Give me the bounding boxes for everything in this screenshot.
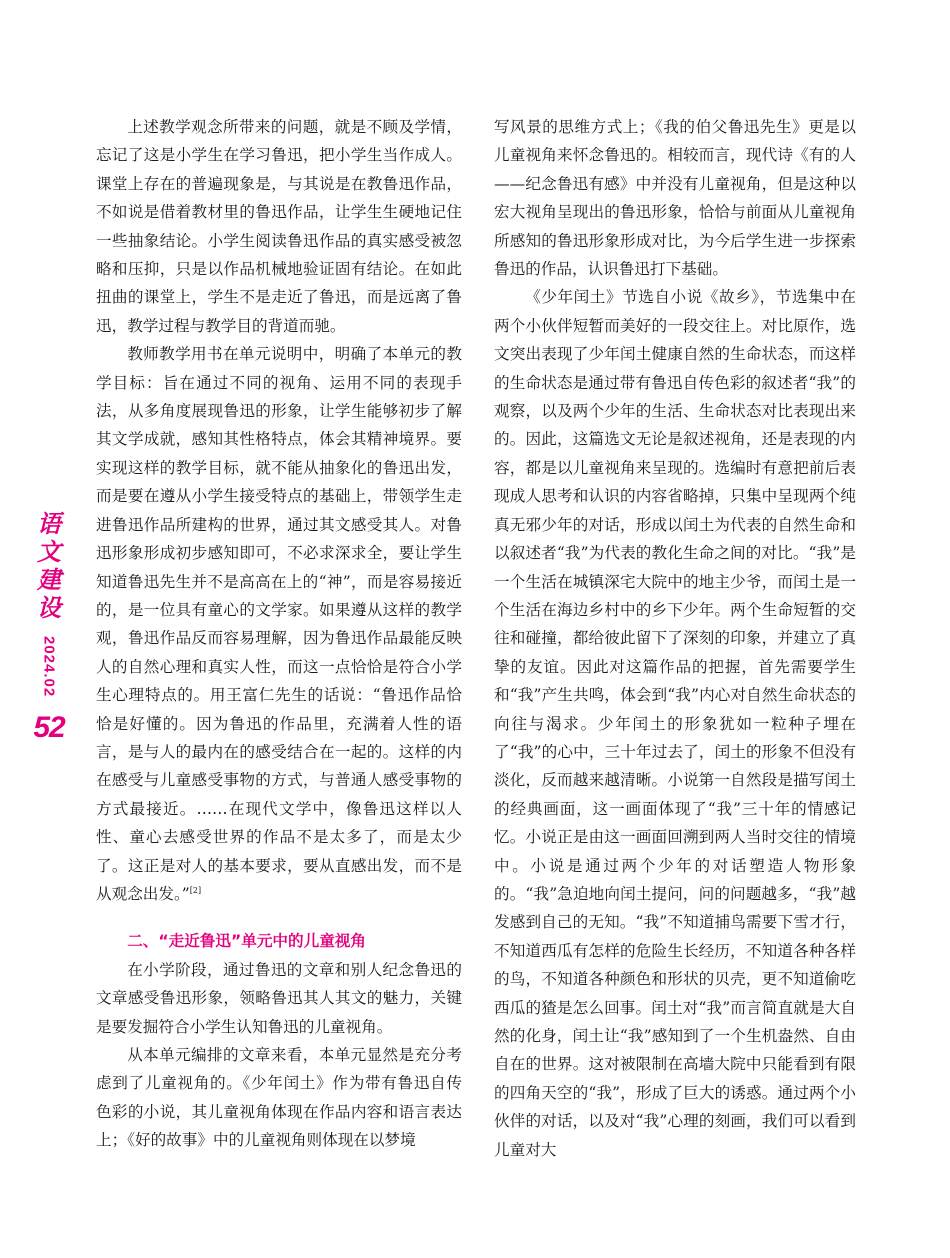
magazine-title <box>26 510 72 622</box>
section-heading: 二、“走近鲁迅”单元中的儿童视角 <box>127 932 366 951</box>
page-number: 52 <box>33 711 65 745</box>
left-column <box>96 113 462 1155</box>
paragraph-with-citation <box>96 340 462 908</box>
magazine-sidebar <box>26 510 72 745</box>
paragraph: 上述教学观念所带来的问题，就是不顾及学情，忘记了这是小学生在学习鲁迅，把小学生当作成人。课堂上存在的普遍现象是，与其说是在教鲁迅作品，不如说是借着教材里的鲁迅作品，让学生生硬地记住一些抽象结论。小学生阅读鲁迅作品的真实感受被忽略和压抑，只是以作品机械地验证固有结论。在如此扭曲的课堂上，学生不是走近了鲁迅，而是远离了鲁迅，教学过程与教学目的背道而驰。 <box>96 118 462 335</box>
citation-ref: [2] <box>189 885 202 895</box>
magazine-char: 文 <box>37 537 61 566</box>
paragraph-text: 教师教学用书在单元说明中，明确了本单元的教学目标：旨在通过不同的视角、运用不同的表现手法，从多角度展现鲁迅的形象，让学生能够初步了解其文学成就，感知其性格特点，体会其精神境界。要实现这样的教学目标，就不能从抽象化的鲁迅出发，而是要在遵从小学生接受特点的基础上，带领学生走进鲁迅作品所建构的世界，通过其文感受其人。对鲁迅形象形成初步感知即可，不必求深求全，要让学生知道鲁迅先生并不是高高在上的“神”，而是容易接近的，是一位具有童心的文学家。如果遵从这样的教学观，鲁迅作品反而容易理解，因为鲁迅作品最能反映人的自然心理和真实人性，而这一点恰恰是符合小学生心理特点的。用王富仁先生的话说：“鲁迅作品恰恰是好懂的。因为鲁迅的作品里，充满着人性的语言，是与人的最内在的感受结合在一起的。这样的内在感受与儿童感受事物的方式，与普通人感受事物的方式最接近。……在现代文学中，像鲁迅这样以人性、童心去感受世界的作品不是太多了，而是太少了。这正是对人的基本要求，要从直感出发，而不是从观念出发。” <box>96 345 462 903</box>
right-column <box>494 113 856 1164</box>
paragraph: 《少年闰土》节选自小说《故乡》，节选集中在两个小伙伴短暂而美好的一段交往上。对比原作，选文突出表现了少年闰土健康自然的生命状态，而这样的生命状态是通过带有鲁迅自传色彩的叙述者“我”的观察，以及两个少年的生活、生命状态对比表现出来的。因此，这篇选文无论是叙述视角，还是表现的内容，都是以儿童视角来呈现的。选编时有意把前后表现成人思考和认识的内容省略掉，只集中呈现两个纯真无邪少年的对话，形成以闰土为代表的自然生命和以叙述者“我”为代表的教化生命之间的对比。“我”是一个生活在城镇深宅大院中的地主少爷，而闰土是一个生活在海边乡村中的乡下少年。两个生命短暂的交往和碰撞，都给彼此留下了深刻的印象，并建立了真挚的友谊。因此对这篇作品的把握，首先需要学生和“我”产生共鸣，体会到“我”内心对自然生命状态的向往与渴求。少年闰土的形象犹如一粒种子埋在了“我”的心中，三十年过去了，闰土的形象不但没有淡化，反而越来越清晰。小说第一自然段是描写闰土的经典画面，这一画面体现了“我”三十年的情感记忆。小说正是由这一画面回溯到两人当时交往的情境中。小说是通过两个少年的对话塑造人物形象的。“我”急迫地向闰土提问，问的问题越多，“我”越发感到自己的无知。“我”不知道捕鸟需要下雪才行，不知道西瓜有怎样的危险生长经历，不知道各种各样的鸟，不知道各种颜色和形状的贝壳，更不知道偷吃西瓜的猹是怎么回事。闰土对“我”而言简直就是大自然的化身，闰土让“我”感知到了一个生机盎然、自由自在的世界。这对被限制在高墙大院中只能看到有限的四角天空的“我”，形成了巨大的诱惑。通过两个小伙伴的对话，以及对“我”心理的刻画，我们可以看到儿童对大 <box>494 288 856 1159</box>
issue-number: 2024.02 <box>40 636 58 698</box>
magazine-char: 语 <box>37 509 61 538</box>
paragraph-continued: 写风景的思维方式上；《我的伯父鲁迅先生》更是以儿童视角来怀念鲁迅的。相较而言，现代诗《有的人——纪念鲁迅有感》中并没有儿童视角，但是这种以宏大视角呈现出的鲁迅形象，恰恰与前面从儿童视角所感知的鲁迅形象形成对比，为今后学生进一步探索鲁迅的作品，认识鲁迅打下基础。 <box>494 118 856 279</box>
paragraph: 从本单元编排的文章来看，本单元显然是充分考虑到了儿童视角的。《少年闰土》作为带有鲁迅自传色彩的小说，其儿童视角体现在作品内容和语言表达上；《好的故事》中的儿童视角则体现在以梦境 <box>96 1046 462 1150</box>
magazine-char: 设 <box>37 593 61 622</box>
magazine-char: 建 <box>37 565 61 594</box>
paragraph: 在小学阶段，通过鲁迅的文章和别人纪念鲁迅的文章感受鲁迅形象，领略鲁迅其人其文的魅力，关键是要发掘符合小学生认知鲁迅的儿童视角。 <box>96 960 462 1036</box>
